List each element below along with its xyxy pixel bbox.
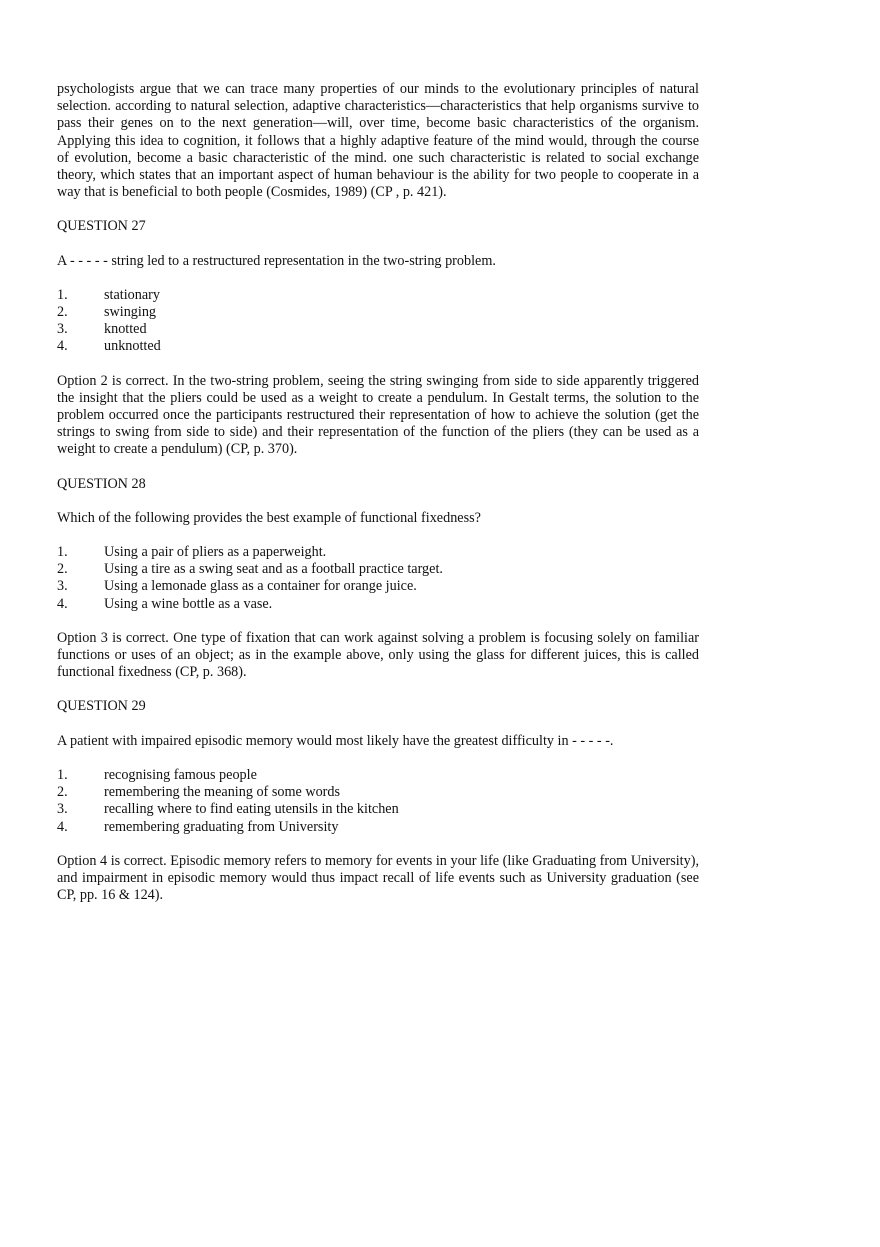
question-prompt: A - - - - - string led to a restructured representation in the two-string problem. [57,252,496,269]
option-text: Using a lemonade glass as a container for orange juice. [104,578,417,595]
option-list [57,287,699,356]
option-text: Using a pair of pliers as a paperweight. [104,544,327,561]
option-list [57,544,699,613]
question-heading: QUESTION 27 [57,218,146,235]
option-item [57,596,699,613]
question-prompt: A patient with impaired episodic memory would most likely have the greatest difficulty in - - - - -. [57,732,614,749]
question-heading: QUESTION 29 [57,698,146,715]
option-text: recognising famous people [104,766,257,783]
option-text: stationary [104,286,160,303]
option-number: 3. [57,801,68,818]
option-list [57,767,699,836]
option-text: unknotted [104,338,161,355]
option-number: 3. [57,321,68,338]
option-number: 1. [57,766,68,783]
intro-paragraph: psychologists argue that we can trace many properties of our minds to the evolutionary principles of natural selection. according to natural selection, adaptive characteristics—characteristics that help organisms survive to pass their genes on to the next generation—will, over time, become basic characteristics of the organism. Applying this idea to cognition, it follows that a highly adaptive feature of the mind would, through the course of evolution, become a basic characteristic of the mind. one such characteristic is related to social exchange theory, which states that an important aspect of human behaviour is the ability for two people to cooperate in a way that is beneficial to both people (Cosmides, 1989) (CP , p. 421). [57,81,699,201]
option-item [57,784,699,801]
option-item [57,561,699,578]
option-item [57,544,699,561]
option-number: 2. [57,561,68,578]
answer-explanation: Option 3 is correct. One type of fixation that can work against solving a problem is focusing solely on familiar functions or uses of an object; as in the example above, only using the glass for different juices, this is called functional fixedness (CP, p. 368). [57,629,699,681]
question-29 [57,698,699,904]
option-number: 4. [57,818,68,835]
option-number: 3. [57,578,68,595]
question-28 [57,476,699,682]
option-text: remembering the meaning of some words [104,784,340,801]
answer-explanation: Option 2 is correct. In the two-string problem, seeing the string swinging from side to side apparently triggered the insight that the pliers could be used as a weight to create a pendulum. In Gestalt terms, the solution to the problem occurred once the participants restructured their representation of how to achieve the solution (get the strings to swing from side to side) and their representation of the function of the pliers (they can be used as a weight to create a pendulum) (CP, p. 370). [57,372,699,458]
option-text: knotted [104,321,147,338]
option-item [57,578,699,595]
document-page [57,81,699,921]
option-item [57,767,699,784]
option-number: 2. [57,304,68,321]
answer-explanation: Option 4 is correct. Episodic memory refers to memory for events in your life (like Graduating from University), and impairment in episodic memory would thus impact recall of life events such as University graduation (see CP, pp. 16 & 124). [57,852,699,904]
option-text: Using a wine bottle as a vase. [104,595,273,612]
option-text: swinging [104,304,157,321]
question-27 [57,218,699,458]
option-number: 1. [57,286,68,303]
option-item [57,801,699,818]
option-number: 4. [57,338,68,355]
question-prompt: Which of the following provides the best example of functional fixedness? [57,509,481,526]
option-text: recalling where to find eating utensils in the kitchen [104,801,399,818]
option-text: remembering graduating from University [104,818,339,835]
option-item [57,338,699,355]
option-item [57,304,699,321]
option-text: Using a tire as a swing seat and as a football practice target. [104,561,443,578]
option-item [57,287,699,304]
option-number: 1. [57,544,68,561]
question-heading: QUESTION 28 [57,475,146,492]
option-number: 2. [57,784,68,801]
option-item [57,321,699,338]
option-item [57,819,699,836]
option-number: 4. [57,595,68,612]
